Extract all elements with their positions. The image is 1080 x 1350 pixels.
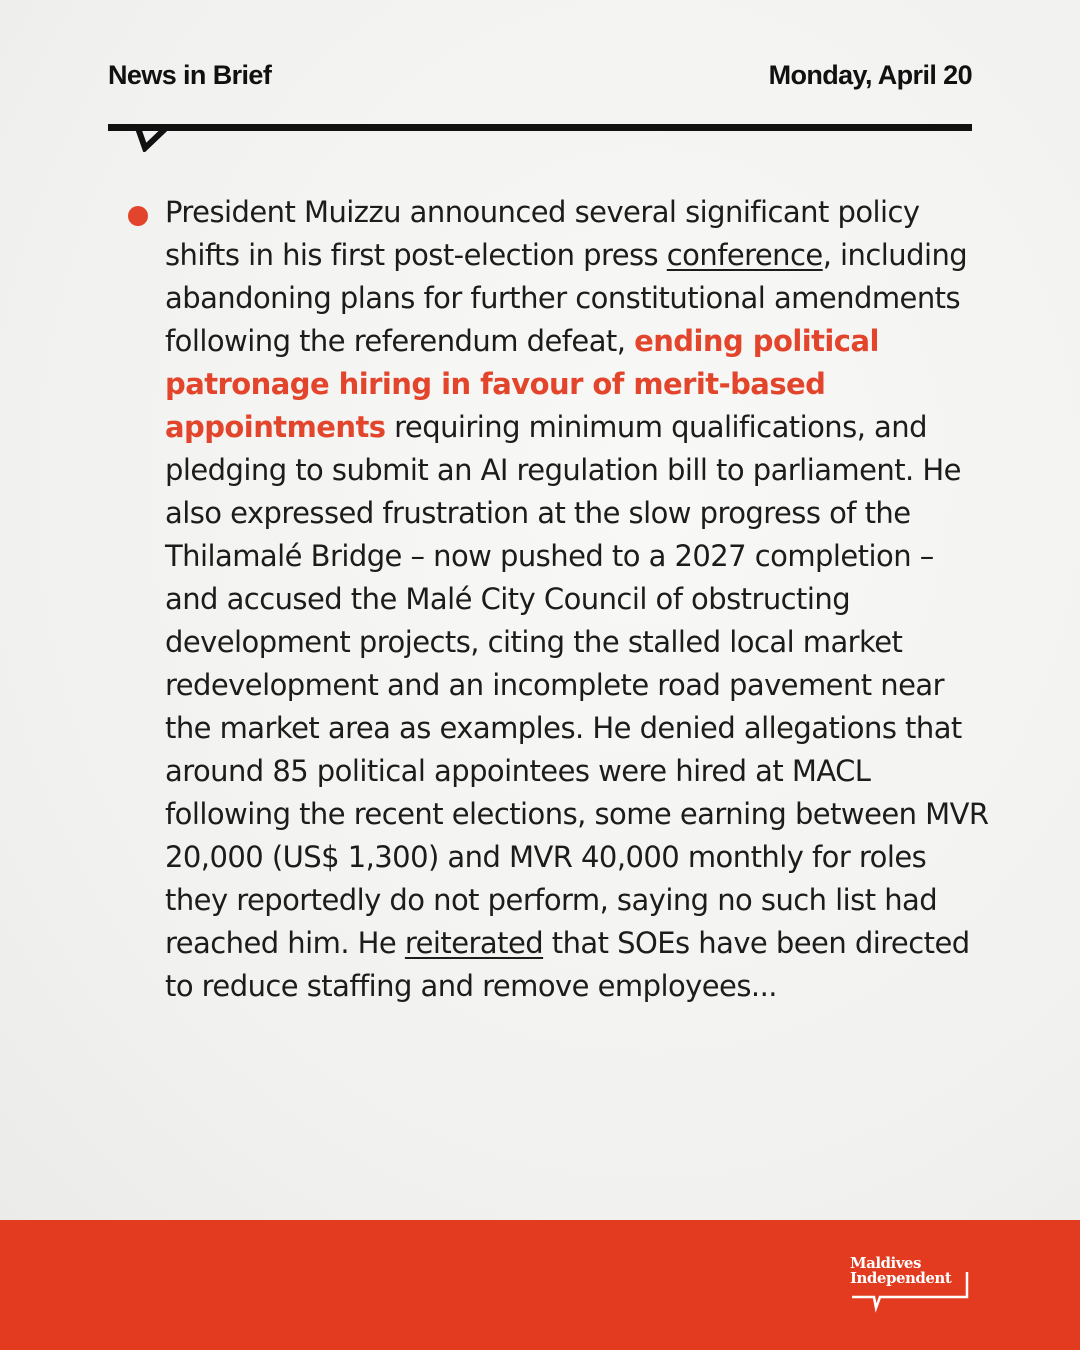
article-text-1: President Muizzu announced several significant policy shifts in his first post-election press: [165, 195, 920, 272]
article-text-3: requiring minimum qualifications, and pledging to submit an AI regulation bill to parliament. He also expressed frustration at the slow progress of the Thilamalé Bridge – now pushed to a 2027 completion – and accused the Malé City Council of obstructing development projects, citing the stalled local market redevelopment and an incomplete road pavement near the market area as examples. He denied allegations that around 85 political appointees were hired at MACL following the recent elections, some earning between MVR 20,000 (US$ 1,300) and MVR 40,000 monthly for roles they reportedly do not perform, saying no such list had reached him. He: [165, 410, 989, 960]
logo-line-2: Independent: [850, 1269, 952, 1287]
speech-notch-icon: [136, 128, 176, 152]
date-label: Monday, April 20: [768, 60, 972, 90]
article-body: [165, 191, 995, 1008]
logo-line-1: Maldives: [850, 1254, 921, 1272]
highlight-text: ending political patronage hiring in favour of merit-based appointments: [165, 324, 879, 444]
article-text-4: that SOEs have been directed to reduce staffing and remove employees...: [165, 926, 970, 1003]
reiterated-link[interactable]: reiterated: [404, 926, 544, 960]
conference-link[interactable]: conference: [666, 238, 823, 272]
section-label: News in Brief: [108, 60, 272, 90]
header-rule: [108, 124, 972, 131]
footer-band: [0, 1220, 1080, 1350]
bullet-dot: [128, 206, 148, 226]
maldives-independent-logo: [850, 1254, 972, 1316]
article-text-2: , including abandoning plans for further constitutional amendments following the referendum defeat,: [165, 238, 968, 358]
logo-speech-frame-icon: [850, 1254, 972, 1316]
